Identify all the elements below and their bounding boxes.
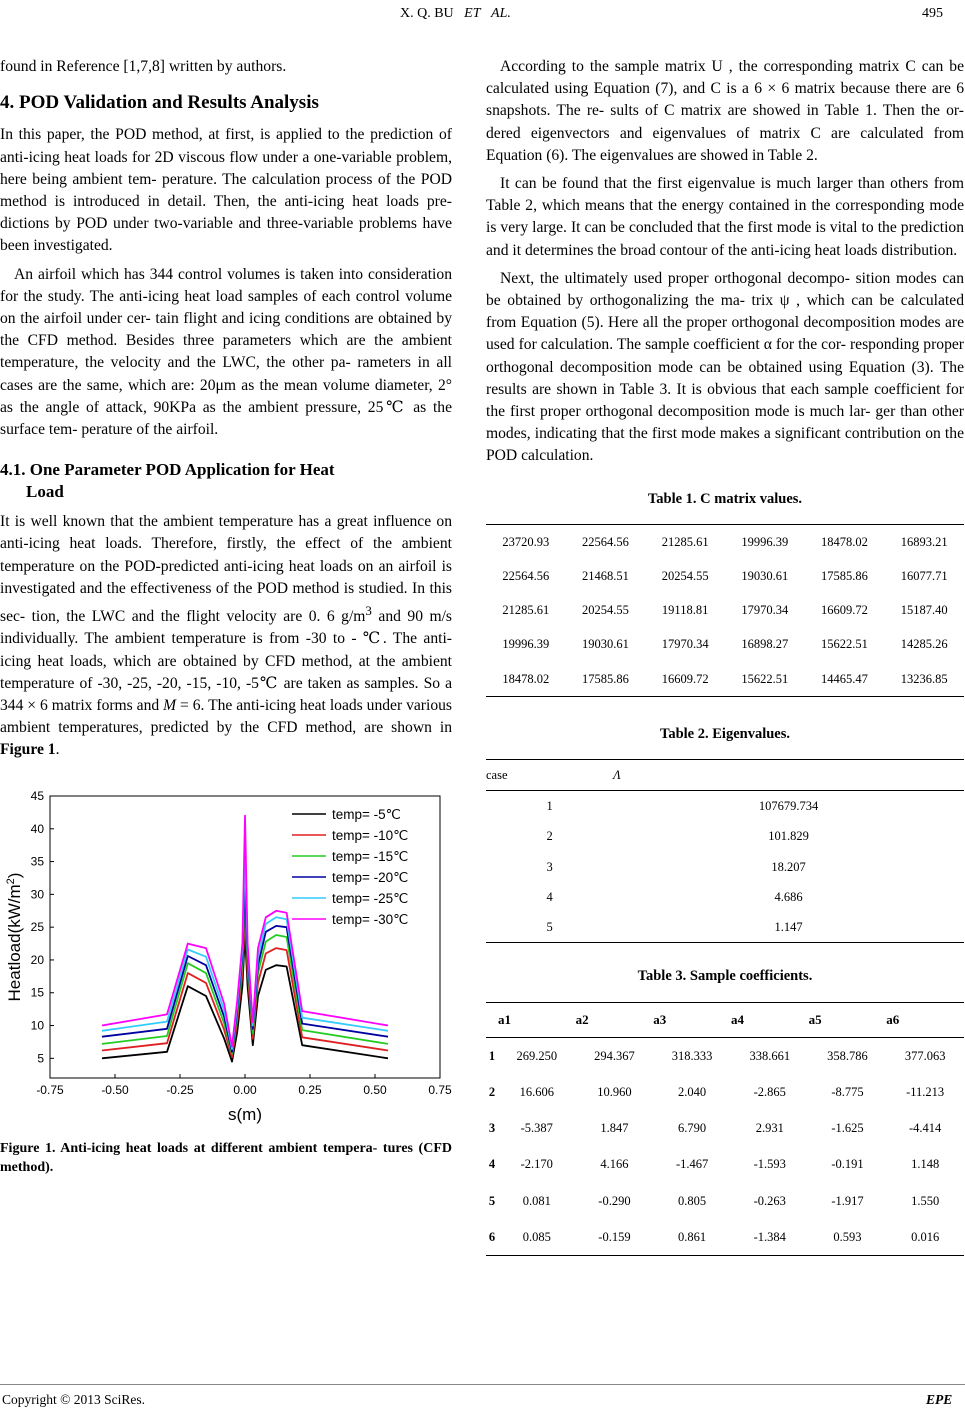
table-cell: 0.861 xyxy=(678,1229,707,1244)
table-cell: 1.147 xyxy=(774,920,803,935)
x-axis-label: s(m) xyxy=(228,1104,262,1124)
table-row xyxy=(486,852,964,882)
paragraph-text: It is well known that the ambient temperature has a great influence on anti-icing heat loads. Therefore, firstly, the effect of the ambient temperature on the POD-predicted anti-icing heat loads on an airfoil is investigated and the effectiveness of the POD method is studied. In this sec- tion, the LWC and the flight velocity are 0. 6 g/m xyxy=(0,513,452,626)
table-header: case xyxy=(486,760,613,791)
table-cell: 1.847 xyxy=(600,1121,629,1136)
table-cell: 2 xyxy=(546,829,553,844)
table-cell: 17970.34 xyxy=(741,603,789,618)
table-cell: 294.367 xyxy=(594,1048,635,1063)
subsection-title xyxy=(0,459,452,503)
running-header xyxy=(400,6,511,22)
table-cell: 107679.734 xyxy=(758,799,819,814)
table-cell: 4 xyxy=(546,889,553,904)
table-cell: -0.290 xyxy=(598,1193,631,1208)
y-tick-label: 20 xyxy=(30,952,44,967)
x-tick-label: -0.25 xyxy=(166,1082,194,1097)
table-cell: 15622.51 xyxy=(821,637,868,652)
legend-label: temp= -20℃ xyxy=(332,869,409,885)
x-tick-label: 0.00 xyxy=(233,1082,257,1097)
paragraph: It can be found that the first eigenvalue is much larger than others from Table 2, which means that the energy contained in the corresponding mode is very large. It can be concluded that the first mode is vital to the prediction and it determines the broad contour of the anti-icing heat loads distribution. xyxy=(486,175,964,259)
table-cell: 2.931 xyxy=(755,1121,784,1136)
table1-caption: Table 1. C matrix values. xyxy=(647,490,803,507)
superscript: 3 xyxy=(365,603,372,619)
table-cell: -0.159 xyxy=(598,1229,631,1244)
y-tick-label: 35 xyxy=(30,854,44,869)
table-cell: 269.250 xyxy=(516,1048,558,1063)
table-header: Λ xyxy=(613,760,964,791)
y-tick-label: 40 xyxy=(30,821,44,836)
table2-caption: Table 2. Eigenvalues. xyxy=(660,725,790,742)
table-cell: 101.829 xyxy=(768,829,809,844)
table-row xyxy=(486,821,964,851)
paragraph-text: . xyxy=(55,741,60,759)
table-cell: 16.606 xyxy=(519,1084,554,1099)
table-cell: 14465.47 xyxy=(821,671,868,686)
table-cell: 16893.21 xyxy=(900,534,948,549)
table-cell: 16609.72 xyxy=(821,603,868,618)
table-cell: -1.384 xyxy=(753,1229,786,1244)
table-row xyxy=(486,1183,964,1219)
table-row xyxy=(486,627,964,661)
table-row xyxy=(486,912,964,943)
table-cell: 20254.55 xyxy=(582,603,629,618)
table-cell: 318.333 xyxy=(671,1048,713,1063)
table-cell: -2.865 xyxy=(753,1084,786,1099)
table-cell: 4.686 xyxy=(774,889,803,904)
table-cell: 0.016 xyxy=(911,1229,940,1244)
paragraph-text: = 6. The anti-icing heat loads under various ambient temperatures, predicted by the CFD method, are shown in xyxy=(0,697,452,737)
left-column xyxy=(0,56,452,1177)
table-cell: -11.213 xyxy=(906,1084,945,1099)
table-cell: 16898.27 xyxy=(741,637,789,652)
table-cell: 4.166 xyxy=(600,1157,629,1172)
table-cell: 5 xyxy=(546,920,553,935)
table-cell: 20254.55 xyxy=(661,569,709,584)
table-row xyxy=(486,791,964,822)
heatload-chart xyxy=(0,786,452,1131)
x-tick-label: 0.50 xyxy=(363,1082,387,1097)
table-row xyxy=(486,882,964,912)
table-cell: 21468.51 xyxy=(582,569,629,584)
table-header: a1 xyxy=(498,1002,576,1037)
series-line xyxy=(102,933,388,1061)
figure-ref: Figure 1 xyxy=(0,741,56,759)
y-tick-label: 5 xyxy=(37,1050,44,1065)
table-cell: 22564.56 xyxy=(582,534,629,549)
table-cell: 19030.61 xyxy=(582,637,629,652)
table-header: a2 xyxy=(576,1002,654,1037)
table-row xyxy=(486,559,964,593)
table-cell: 21285.61 xyxy=(661,534,709,549)
table-header xyxy=(486,1002,498,1037)
x-tick-label: -0.50 xyxy=(101,1082,129,1097)
table-cell: -2.170 xyxy=(520,1157,553,1172)
table-cell: 358.786 xyxy=(827,1048,868,1063)
table-cell: 22564.56 xyxy=(502,569,550,584)
table-cell: 377.063 xyxy=(904,1048,946,1063)
table3-caption: Table 3. Sample coefficients. xyxy=(637,968,813,985)
table-cell: 19996.39 xyxy=(741,534,789,549)
table-cell: 16077.71 xyxy=(900,569,948,584)
table-header: a6 xyxy=(886,1002,964,1037)
row-header: 6 xyxy=(488,1229,496,1244)
row-header: 4 xyxy=(488,1157,496,1172)
table-cell: -8.775 xyxy=(831,1084,864,1099)
table-header: a3 xyxy=(653,1002,731,1037)
table-row xyxy=(486,524,964,559)
table-cell: 23720.93 xyxy=(502,534,550,549)
paragraph-text: and 90 m/s individually. The ambient temperature is from -30 to - ℃. The anti-icing heat loads, which are obtained by CFD method, at the ambient temperature of -30, -25, -20, -15, -10, -5℃ are taken as samples. So a 344 × 6 matrix forms and xyxy=(0,608,452,715)
table-cell: 15187.40 xyxy=(900,603,948,618)
y-tick-label: 10 xyxy=(30,1018,44,1033)
table-row xyxy=(486,1219,964,1256)
legend-label: temp= -30℃ xyxy=(332,911,409,927)
table-row xyxy=(486,1037,964,1074)
table-cell: -4.414 xyxy=(909,1121,942,1136)
subsection-title-line2: Load xyxy=(26,482,64,502)
paragraph: An airfoil which has 344 control volumes is taken into consideration for the study. The anti-icing heat load samples of each control volume on the airfoil under cer- tain flight and icing conditions are obtained by the CFD method. Besides three parameters which are the ambient temperature, the velocity and the LWC, the other pa- rameters in all cases are the same, which are: 20μm as the mean volume diameter, 2° as the angle of attack, 90KPa as the ambient pressure, 25℃ as the surface tem- perature of the airfoil. xyxy=(0,265,452,439)
table-cell: -1.593 xyxy=(753,1157,786,1172)
table-cell: 19996.39 xyxy=(502,637,550,652)
table-cell: 13236.85 xyxy=(900,671,948,686)
table2-eigenvalues xyxy=(486,759,964,943)
table-cell: 0.593 xyxy=(833,1229,862,1244)
table-row xyxy=(486,662,964,697)
x-tick-label: 0.75 xyxy=(428,1082,452,1097)
table-cell: 2.040 xyxy=(678,1084,707,1099)
x-tick-label: -0.75 xyxy=(36,1082,64,1097)
table-cell: 17585.86 xyxy=(582,671,629,686)
y-tick-label: 30 xyxy=(30,887,44,902)
footer-journal: EPE xyxy=(926,1392,953,1407)
row-header: 2 xyxy=(488,1084,496,1099)
table-cell: 6.790 xyxy=(678,1121,707,1136)
footer-rule xyxy=(0,1384,965,1385)
table-cell: 17970.34 xyxy=(661,637,709,652)
table3-sample-coefficients xyxy=(486,1002,964,1256)
table-cell: 17585.86 xyxy=(821,569,868,584)
intro-line: found in Reference [1,7,8] written by authors. xyxy=(0,58,287,75)
section-title: 4. POD Validation and Results Analysis xyxy=(0,92,319,114)
paragraph: Next, the ultimately used proper orthogonal decompo- sition modes can be obtained by orthogonalizing the ma- trix ψ , which can be calculated from Equation (5). Here all the proper orthogonal decomposition modes are used for calculation. The sample coefficient α for the cor- responding proper orthogonal decomposition mode can be obtained using Equation (3). The results are shown in Table 3. It is obvious that each sample coefficient for the first proper orthogonal decomposition mode is much lar- ger than other modes, indicating that the first mode makes a significant contribution on the POD calculation. xyxy=(486,269,964,465)
legend-label: temp= -5℃ xyxy=(332,806,401,822)
table-cell: 0.085 xyxy=(522,1229,551,1244)
header-al: AL. xyxy=(491,6,511,21)
row-header: 3 xyxy=(488,1121,496,1136)
table-cell: 18478.02 xyxy=(821,534,868,549)
paragraph: In this paper, the POD method, at first, is applied to the prediction of anti-icing heat loads for 2D viscous flow under a one-variable problem, here being ambient tem- perature. The calculation process of the POD method is introduced in detail. Then, the anti-icing heat loads pre- dictions by POD under two-variable and three-variable problems have been investigated. xyxy=(0,126,452,255)
table-cell: 21285.61 xyxy=(502,603,550,618)
table-cell: 18.207 xyxy=(771,859,806,874)
paragraph xyxy=(0,511,452,761)
table-cell: 1 xyxy=(546,799,553,814)
figure-caption: Figure 1. Anti-icing heat loads at different ambient tempera- tures (CFD method). xyxy=(0,1140,452,1175)
table-cell: 14285.26 xyxy=(900,637,948,652)
table-row xyxy=(486,1074,964,1110)
legend-label: temp= -25℃ xyxy=(332,890,409,906)
table-row xyxy=(486,593,964,627)
y-tick-label: 15 xyxy=(30,985,44,1000)
x-tick-label: 0.25 xyxy=(298,1082,322,1097)
footer-copyright: Copyright © 2013 SciRes. xyxy=(2,1392,146,1407)
table-cell: -1.625 xyxy=(831,1121,864,1136)
table-cell: 18478.02 xyxy=(502,671,550,686)
table-header: a4 xyxy=(731,1002,809,1037)
right-column xyxy=(486,56,964,1256)
table-cell: -1.917 xyxy=(831,1193,864,1208)
header-author: X. Q. BU xyxy=(400,6,454,21)
table-cell: 0.081 xyxy=(522,1193,551,1208)
table-cell: 16609.72 xyxy=(661,671,709,686)
page-number: 495 xyxy=(922,6,943,21)
table1-c-matrix xyxy=(486,524,964,697)
table-row xyxy=(486,1146,964,1182)
table-cell: -1.467 xyxy=(675,1157,709,1172)
paragraph: According to the sample matrix U , the corresponding matrix C can be calculated using Equation (7), and C is a 6 × 6 matrix because there are 6 snapshots. The re- sults of C matrix are showed in Table 1. Then the or- dered eigenvectors and eigenvalues of matrix C are calculated from Equation (6). The eigenvalues are showed in Table 2. xyxy=(486,58,964,164)
y-tick-label: 45 xyxy=(30,788,44,803)
legend-label: temp= -15℃ xyxy=(332,848,409,864)
subsection-title-line1: 4.1. One Parameter POD Application for Heat xyxy=(0,460,335,480)
variable-M: M xyxy=(163,697,177,715)
table-row xyxy=(486,1110,964,1146)
table-cell: 3 xyxy=(546,859,553,874)
table-cell: 15622.51 xyxy=(741,671,789,686)
table-cell: 0.805 xyxy=(678,1193,707,1208)
table-cell: -0.191 xyxy=(831,1157,864,1172)
legend-label: temp= -10℃ xyxy=(332,827,409,843)
table-header: a5 xyxy=(809,1002,887,1037)
table-cell: 338.661 xyxy=(749,1048,791,1063)
table-cell: 19030.61 xyxy=(741,569,789,584)
y-tick-label: 25 xyxy=(30,919,44,934)
table-cell: 10.960 xyxy=(597,1084,632,1099)
table-cell: 1.550 xyxy=(911,1193,940,1208)
figure-1 xyxy=(0,786,452,1131)
header-et: ET xyxy=(464,6,481,21)
row-header: 1 xyxy=(488,1048,496,1063)
row-header: 5 xyxy=(488,1193,496,1208)
y-axis-label: $Heatload(kW/m^2)$ xyxy=(5,872,24,1002)
table-cell: -5.387 xyxy=(520,1121,553,1136)
table-cell: -0.263 xyxy=(753,1193,786,1208)
table-cell: 1.148 xyxy=(911,1157,940,1172)
table-cell: 19118.81 xyxy=(661,603,709,618)
